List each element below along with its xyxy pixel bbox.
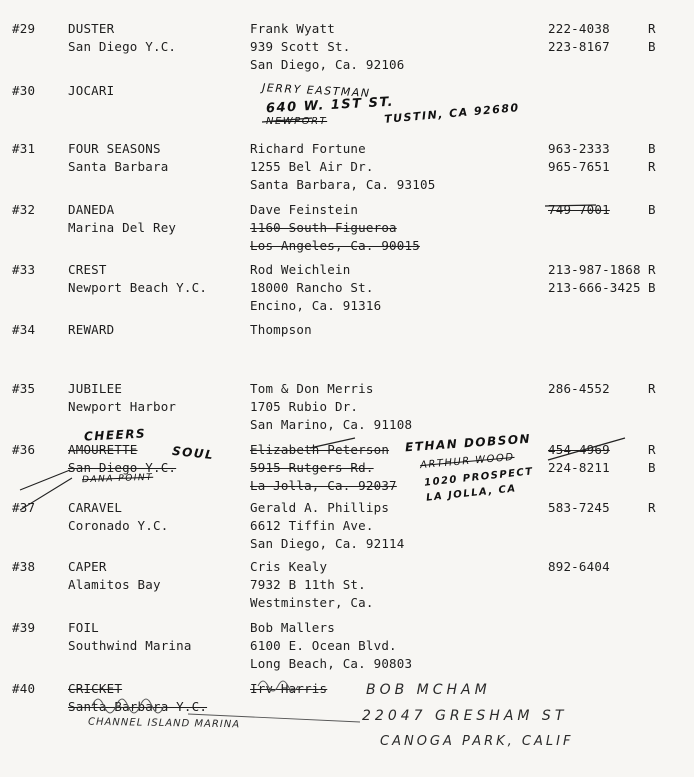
- owner-info: [250, 499, 405, 553]
- phone-type-list: [648, 261, 656, 297]
- phone-list: [548, 441, 610, 477]
- yacht-name: DANEDA: [68, 202, 115, 217]
- owner-name: Frank Wyatt: [250, 21, 335, 36]
- handwritten-jocari-city: TUSTIN, CA 92680: [383, 101, 521, 126]
- owner-street: 7932 B 11th St.: [250, 577, 366, 592]
- yacht-info: [68, 321, 114, 339]
- handwritten-new-address-2: LA JOLLA, CA: [425, 483, 518, 504]
- entry-number: #33: [12, 262, 36, 277]
- phone-number: 224-8211: [548, 460, 610, 475]
- owner-street: 939 Scott St.: [250, 39, 351, 54]
- entry-number: #29: [12, 21, 36, 36]
- yacht-name: CARAVEL: [68, 500, 123, 515]
- owner-city-crossed-out: La Jolla, Ca. 92037: [250, 478, 397, 493]
- yacht-info: [68, 201, 176, 237]
- yacht-club-crossed-out: Santa Barbara Y.C.: [68, 699, 208, 714]
- owner-name: Gerald A. Phillips: [250, 500, 390, 515]
- handwritten-cricket-club: CHANNEL ISLAND MARINA: [87, 716, 241, 731]
- owner-street-crossed-out: 1160 South Figueroa: [250, 220, 397, 235]
- entry-number: #32: [12, 202, 36, 217]
- yacht-name: DUSTER: [68, 21, 115, 36]
- phone-number-crossed-out: 749-7001: [548, 202, 610, 217]
- phone-type-code: B: [648, 460, 656, 475]
- phone-number: 963-2333: [548, 141, 610, 156]
- owner-name: Dave Feinstein: [250, 202, 359, 217]
- phone-type-code: R: [648, 159, 656, 174]
- owner-info: [250, 321, 312, 339]
- phone-type-list: [648, 499, 656, 517]
- handwritten-cricket-street: 22047 GRESHAM ST: [362, 708, 568, 724]
- owner-info: [250, 441, 397, 495]
- phone-number: 213-666-3425: [548, 280, 641, 295]
- yacht-club: Santa Barbara: [68, 159, 169, 174]
- phone-number: 965-7651: [548, 159, 610, 174]
- yacht-club: San Diego Y.C.: [68, 39, 177, 54]
- yacht-name: FOIL: [68, 620, 99, 635]
- owner-info: [250, 20, 405, 74]
- entry-number: #39: [12, 620, 36, 635]
- handwritten-jocari-street: 640 W. 1ST ST.: [265, 94, 395, 117]
- owner-info: [250, 380, 412, 434]
- handwritten-jocari-owner: JERRY EASTMAN: [261, 81, 371, 100]
- phone-type-list: [648, 380, 656, 398]
- phone-type-code: R: [648, 381, 656, 396]
- entry-number: #35: [12, 381, 36, 396]
- entry-number: #37: [12, 500, 36, 515]
- yacht-club: Southwind Marina: [68, 638, 192, 653]
- phone-type-code: B: [648, 280, 656, 295]
- yacht-club: Alamitos Bay: [68, 577, 161, 592]
- owner-name: Cris Kealy: [250, 559, 328, 574]
- yacht-name: CAPER: [68, 559, 107, 574]
- handwritten-jocari-crossed-city: NEWPORT: [266, 116, 328, 127]
- yacht-name-crossed-out: AMOURETTE: [68, 442, 138, 457]
- phone-number: 892-6404: [548, 559, 610, 574]
- yacht-name: REWARD: [68, 322, 115, 337]
- yacht-info: [68, 680, 207, 716]
- owner-name-crossed-out: Irv Harris: [250, 681, 328, 696]
- yacht-info: [68, 261, 207, 297]
- owner-name: Richard Fortune: [250, 141, 366, 156]
- yacht-info: [68, 380, 176, 416]
- phone-list: [548, 201, 610, 219]
- entry-number: #30: [12, 83, 36, 98]
- handwritten-new-owner-1: ETHAN DOBSON: [404, 431, 532, 455]
- phone-number: 223-8167: [548, 39, 610, 54]
- phone-type-code: R: [648, 442, 656, 457]
- owner-street: 18000 Rancho St.: [250, 280, 374, 295]
- handwritten-new-address-1: 1020 PROSPECT: [423, 466, 535, 489]
- yacht-info: [68, 558, 161, 594]
- yacht-info: [68, 82, 114, 100]
- yacht-club: Coronado Y.C.: [68, 518, 169, 533]
- owner-name: Rod Weichlein: [250, 262, 351, 277]
- yacht-name-crossed-out: CRICKET: [68, 681, 123, 696]
- handwritten-cricket-city: CANOGA PARK, CALIF: [380, 734, 574, 749]
- owner-street: 6100 E. Ocean Blvd.: [250, 638, 397, 653]
- entry-number: #36: [12, 442, 36, 457]
- phone-list: [548, 140, 610, 176]
- owner-name-crossed-out: Elizabeth Peterson: [250, 442, 390, 457]
- phone-number: 213-987-1868: [548, 262, 641, 277]
- phone-number-crossed-out: 454-4969: [548, 442, 610, 457]
- owner-info: [250, 201, 420, 255]
- phone-list: [548, 380, 610, 398]
- phone-list: [548, 261, 641, 297]
- phone-type-code: B: [648, 141, 656, 156]
- yacht-club: Newport Beach Y.C.: [68, 280, 208, 295]
- owner-street: 6612 Tiffin Ave.: [250, 518, 374, 533]
- yacht-info: [68, 499, 168, 535]
- yacht-info: [68, 20, 176, 56]
- phone-type-list: [648, 20, 656, 56]
- phone-list: [548, 20, 610, 56]
- owner-city: Encino, Ca. 91316: [250, 298, 382, 313]
- owner-name: Bob Mallers: [250, 620, 335, 635]
- handwritten-new-owner-2: ARTHUR WOOD: [419, 451, 516, 472]
- owner-city: Santa Barbara, Ca. 93105: [250, 177, 436, 192]
- yacht-name: JOCARI: [68, 83, 115, 98]
- yacht-club-crossed-out: San Diego Y.C.: [68, 460, 177, 475]
- handwritten-dana-point-crossed: DANA POINT: [81, 472, 154, 486]
- owner-info: [250, 558, 374, 612]
- phone-list: [548, 558, 610, 576]
- yacht-club: Marina Del Rey: [68, 220, 177, 235]
- owner-street: 1705 Rubio Dr.: [250, 399, 359, 414]
- phone-type-code: R: [648, 262, 656, 277]
- phone-type-code: R: [648, 21, 656, 36]
- phone-list: [548, 499, 610, 517]
- handwritten-soul: SOUL: [171, 443, 215, 463]
- phone-type-list: [648, 201, 656, 219]
- entry-number: #34: [12, 322, 36, 337]
- owner-name: Thompson: [250, 322, 312, 337]
- phone-type-list: [648, 140, 656, 176]
- yacht-name: FOUR SEASONS: [68, 141, 161, 156]
- owner-city: Westminster, Ca.: [250, 595, 374, 610]
- owner-info: [250, 261, 381, 315]
- owner-city: San Diego, Ca. 92106: [250, 57, 405, 72]
- owner-info: [250, 140, 435, 194]
- phone-number: 286-4552: [548, 381, 610, 396]
- yacht-name: CREST: [68, 262, 107, 277]
- owner-info: [250, 680, 327, 698]
- phone-number: 583-7245: [548, 500, 610, 515]
- owner-city: San Diego, Ca. 92114: [250, 536, 405, 551]
- handwritten-cheers-name: CHEERS: [83, 426, 147, 444]
- yacht-info: [68, 441, 176, 477]
- owner-city-crossed-out: Los Angeles, Ca. 90015: [250, 238, 420, 253]
- owner-street-crossed-out: 5915 Rutgers Rd.: [250, 460, 374, 475]
- owner-info: [250, 619, 412, 673]
- entry-number: #31: [12, 141, 36, 156]
- phone-type-list: [648, 441, 656, 477]
- entry-number: #38: [12, 559, 36, 574]
- yacht-name: JUBILEE: [68, 381, 123, 396]
- owner-street: 1255 Bel Air Dr.: [250, 159, 374, 174]
- yacht-info: [68, 140, 168, 176]
- phone-type-code: R: [648, 500, 656, 515]
- entry-number: #40: [12, 681, 36, 696]
- owner-city: San Marino, Ca. 91108: [250, 417, 413, 432]
- handwritten-cricket-owner: BOB MCHAM: [366, 682, 491, 698]
- phone-number: 222-4038: [548, 21, 610, 36]
- yacht-club: Newport Harbor: [68, 399, 177, 414]
- phone-type-code: B: [648, 202, 656, 217]
- phone-type-code: B: [648, 39, 656, 54]
- owner-city: Long Beach, Ca. 90803: [250, 656, 413, 671]
- yacht-info: [68, 619, 192, 655]
- owner-name: Tom & Don Merris: [250, 381, 374, 396]
